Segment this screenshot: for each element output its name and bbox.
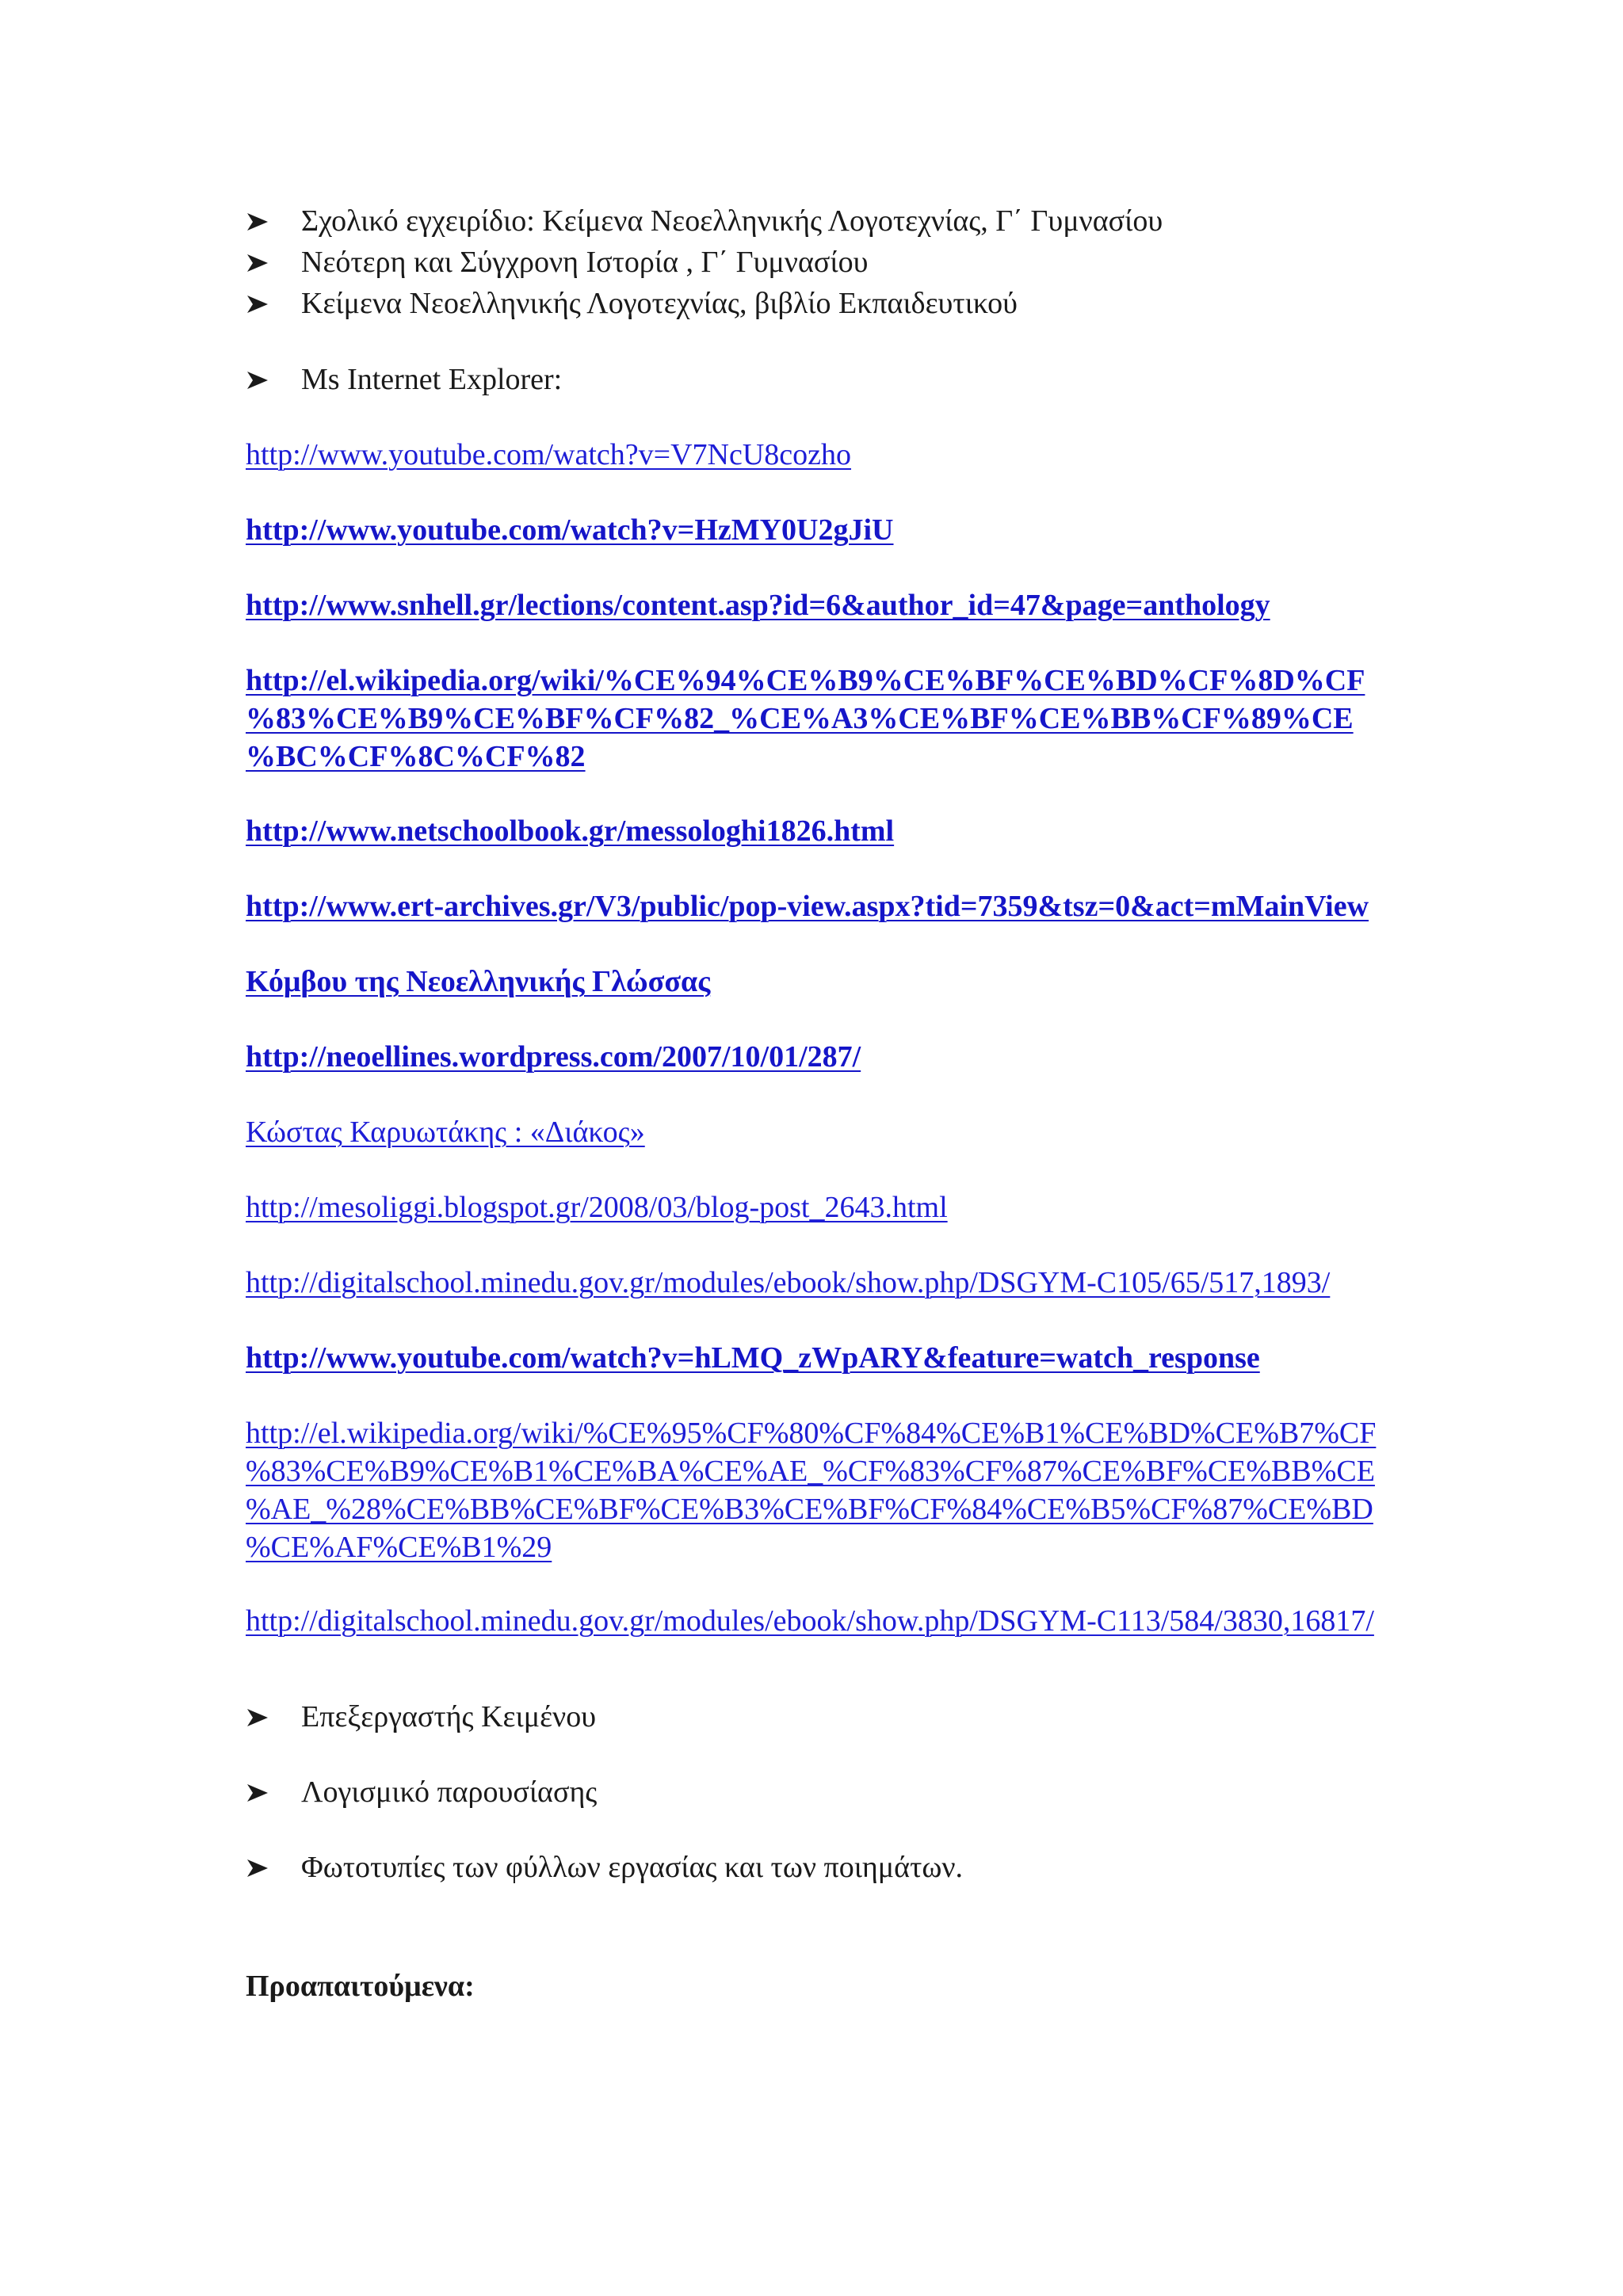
link[interactable]: http://el.wikipedia.org/wiki/%CE%94%CE%B9%CE%BF%CE%BD%CF%8D%CF %83%CE%B9%CE%BF%CF%82_%CE%A3%CE%BF%CE%BB%CF%89%CE %BC%CF%8C%CF%82 <box>246 664 1365 773</box>
link[interactable]: http://www.youtube.com/watch?v=HzMY0U2gJiU <box>246 513 894 547</box>
arrow-bullet-icon <box>246 1697 273 1737</box>
link[interactable]: http://digitalschool.minedu.gov.gr/modules/ebook/show.php/DSGYM-C113/584/3830,16817/ <box>246 1604 1374 1638</box>
link[interactable]: http://www.youtube.com/watch?v=hLMQ_zWpARY&feature=watch_response <box>246 1341 1260 1375</box>
bullet-text: Λογισμικό παρουσίασης <box>301 1775 598 1809</box>
bullet-text: Σχολικό εγχειρίδιο: Κείμενα Νεοελληνικής Λογοτεχνίας, Γ΄ Γυμνασίου <box>301 204 1163 238</box>
bullet-text: Νεότερη και Σύγχρονη Ιστορία , Γ΄ Γυμνασίου <box>301 246 869 279</box>
bullet-text: Κείμενα Νεοελληνικής Λογοτεχνίας, βιβλίο Εκπαιδευτικού <box>301 287 1018 320</box>
arrow-bullet-icon <box>246 360 273 399</box>
link[interactable]: http://el.wikipedia.org/wiki/%CE%95%CF%80%CF%84%CE%B1%CE%BD%CE%B7%CF %83%CE%B9%CE%B1%CE%BA%CE%AE_%CF%83%CF%87%CE%BF%CE%BB%CE %AE_%28%CE%BB%CE%BF%CE%B3%CE%BF%CF%84%CE%B5%CF%87%CE%BD %CE%AF%CE%B1%29 <box>246 1417 1377 1564</box>
link[interactable]: http://www.netschoolbook.gr/messologhi1826.html <box>246 814 895 848</box>
link[interactable]: Κώστας Καρυωτάκης : «Διάκος» <box>246 1116 645 1149</box>
section-heading: Προαπαιτούμενα: <box>246 1970 475 2003</box>
link[interactable]: http://www.snhell.gr/lections/content.asp?id=6&author_id=47&page=anthology <box>246 589 1270 622</box>
arrow-bullet-icon <box>246 242 273 282</box>
bullet-text: Επεξεργαστής Κειμένου <box>301 1700 597 1733</box>
arrow-bullet-icon <box>246 1772 273 1812</box>
bullet-text: Φωτοτυπίες των φύλλων εργασίας και των ποιημάτων. <box>301 1851 964 1884</box>
link[interactable]: http://digitalschool.minedu.gov.gr/modules/ebook/show.php/DSGYM-C105/65/517,1893/ <box>246 1266 1331 1299</box>
link[interactable]: http://www.ert-archives.gr/V3/public/pop-view.aspx?tid=7359&tsz=0&act=mMainView <box>246 890 1369 923</box>
arrow-bullet-icon <box>246 284 273 323</box>
link[interactable]: http://neoellines.wordpress.com/2007/10/01/287/ <box>246 1040 861 1074</box>
bullet-text: Ms Internet Explorer: <box>301 363 563 396</box>
link[interactable]: http://www.youtube.com/watch?v=V7NcU8cozho <box>246 438 852 471</box>
arrow-bullet-icon <box>246 1848 273 1887</box>
link[interactable]: http://mesoliggi.blogspot.gr/2008/03/blog-post_2643.html <box>246 1191 948 1224</box>
link[interactable]: Κόμβου της Νεοελληνικής Γλώσσας <box>246 965 711 998</box>
arrow-bullet-icon <box>246 201 273 241</box>
